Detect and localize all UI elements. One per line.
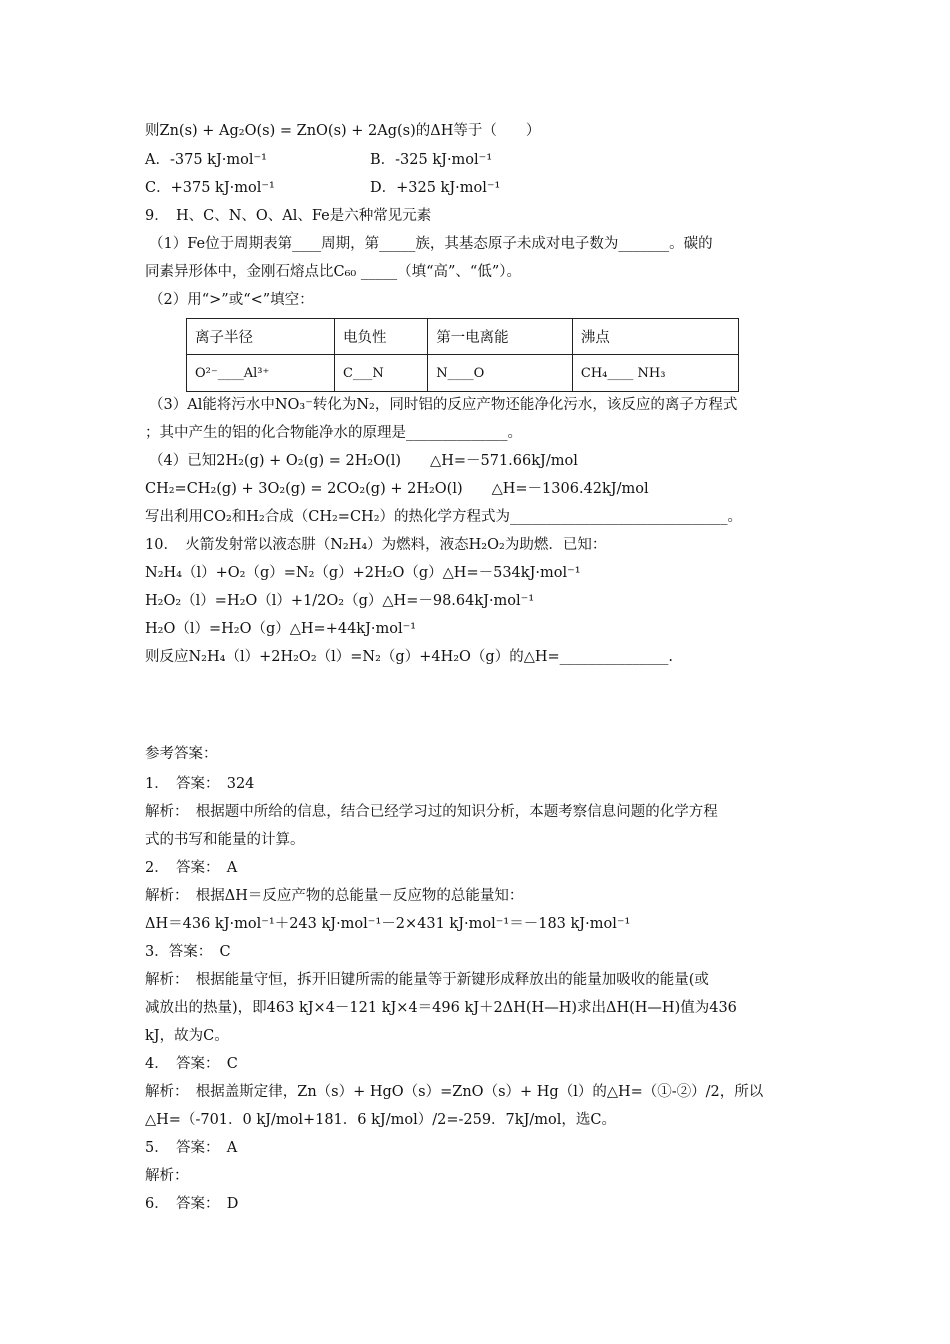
q9-part3-line1: （3）Al能将污水中NO₃⁻转化为N₂，同时铝的反应产物还能净化污水，该反应的离子方程式 xyxy=(149,397,738,413)
q9-part4-line3: 写出利用CO₂和H₂合成（CH₂=CH₂）的热化学方程式为______________________________。 xyxy=(145,509,743,525)
table-cell: O²⁻____Al³⁺ xyxy=(187,355,335,392)
table-cell: CH₄____ NH₃ xyxy=(572,355,738,392)
answer-5: 5． 答案： A xyxy=(145,1140,238,1156)
q9-part4-line2: CH₂=CH₂(g) + 3O₂(g) = 2CO₂(g) + 2H₂O(l) △H=－1306.42kJ/mol xyxy=(145,481,649,497)
answer-2-explanation-line1: 解析： 根据ΔH＝反应产物的总能量－反应物的总能量知： xyxy=(145,888,524,904)
q9-part1-line2: 同素异形体中，金刚石熔点比C₆₀ _____（填“高”、“低”）。 xyxy=(145,264,521,280)
answer-5-explanation: 解析： xyxy=(145,1168,189,1184)
q8-stem: 则Zn(s) + Ag₂O(s) = ZnO(s) + 2Ag(s)的ΔH等于（ ） xyxy=(145,123,541,139)
answer-1-explanation-line2: 式的书写和能量的计算。 xyxy=(145,832,305,848)
table-header-cell: 电负性 xyxy=(334,319,427,355)
answer-4-explanation-line1: 解析： 根据盖斯定律，Zn（s）+ HgO（s）=ZnO（s）+ Hg（l）的△H=（①-②）/2，所以 xyxy=(145,1084,764,1100)
answer-4: 4． 答案： C xyxy=(145,1056,238,1072)
table-header-cell: 沸点 xyxy=(572,319,738,355)
answer-1-explanation-line1: 解析： 根据题中所给的信息，结合已经学习过的知识分析，本题考察信息问题的化学方程 xyxy=(145,804,718,820)
answer-3: 3．答案： C xyxy=(145,944,231,960)
q10-equation-1: N₂H₄（l）+O₂（g）=N₂（g）+2H₂O（g）△H=－534kJ·mol⁻¹ xyxy=(145,565,581,581)
q8-option-a: A．-375 kJ·mol⁻¹ xyxy=(145,152,267,168)
q10-question: 则反应N₂H₄（l）+2H₂O₂（l）=N₂（g）+4H₂O（g）的△H=_______________. xyxy=(145,649,674,665)
answer-3-explanation-line3: kJ，故为C。 xyxy=(145,1028,229,1044)
table-cell: C___N xyxy=(334,355,427,392)
q9-part3-line2: ；其中产生的铝的化合物能净水的原理是______________。 xyxy=(145,425,522,441)
answer-6: 6． 答案： D xyxy=(145,1196,239,1212)
answer-3-explanation-line1: 解析： 根据能量守恒，拆开旧键所需的能量等于新键形成释放出的能量加吸收的能量(或 xyxy=(145,972,709,988)
answer-2-explanation-line2: ΔH＝436 kJ·mol⁻¹＋243 kJ·mol⁻¹－2×431 kJ·mol⁻¹＝－183 kJ·mol⁻¹ xyxy=(145,916,631,932)
answer-2: 2． 答案： A xyxy=(145,860,238,876)
q8-option-b: B．-325 kJ·mol⁻¹ xyxy=(370,152,493,168)
table-header-cell: 离子半径 xyxy=(187,319,335,355)
q10-equation-3: H₂O（l）=H₂O（g）△H=+44kJ·mol⁻¹ xyxy=(145,621,417,637)
comparison-table xyxy=(186,318,739,392)
q9-part2: （2）用“>”或“<”填空： xyxy=(149,292,314,308)
table-cell: N____O xyxy=(428,355,573,392)
table-header-cell: 第一电离能 xyxy=(428,319,573,355)
q9-title: 9． H、C、N、O、Al、Fe是六种常见元素 xyxy=(145,208,432,224)
q9-part1-line1: （1）Fe位于周期表第____周期，第_____族，其基态原子未成对电子数为_______。碳的 xyxy=(149,236,713,252)
q10-title: 10． 火箭发射常以液态肼（N₂H₄）为燃料，液态H₂O₂为助燃．已知： xyxy=(145,537,607,553)
answer-4-explanation-line2: △H=（-701．0 kJ/mol+181．6 kJ/mol）/2=-259．7kJ/mol，选C。 xyxy=(145,1112,616,1128)
q8-option-c: C．+375 kJ·mol⁻¹ xyxy=(145,180,275,196)
q9-part4-line1: （4）已知2H₂(g) + O₂(g) = 2H₂O(l) △H=－571.66kJ/mol xyxy=(149,453,578,469)
q10-equation-2: H₂O₂（l）=H₂O（l）+1/2O₂（g）△H=－98.64kJ·mol⁻¹ xyxy=(145,593,535,609)
answer-3-explanation-line2: 减放出的热量)，即463 kJ×4－121 kJ×4＝496 kJ＋2ΔH(H—H)求出ΔH(H—H)值为436 xyxy=(145,1000,737,1016)
answers-heading: 参考答案： xyxy=(145,746,218,762)
table-header-row xyxy=(187,319,739,355)
table-row xyxy=(187,355,739,392)
answer-1: 1． 答案： 324 xyxy=(145,776,255,792)
q8-option-d: D．+325 kJ·mol⁻¹ xyxy=(370,180,501,196)
